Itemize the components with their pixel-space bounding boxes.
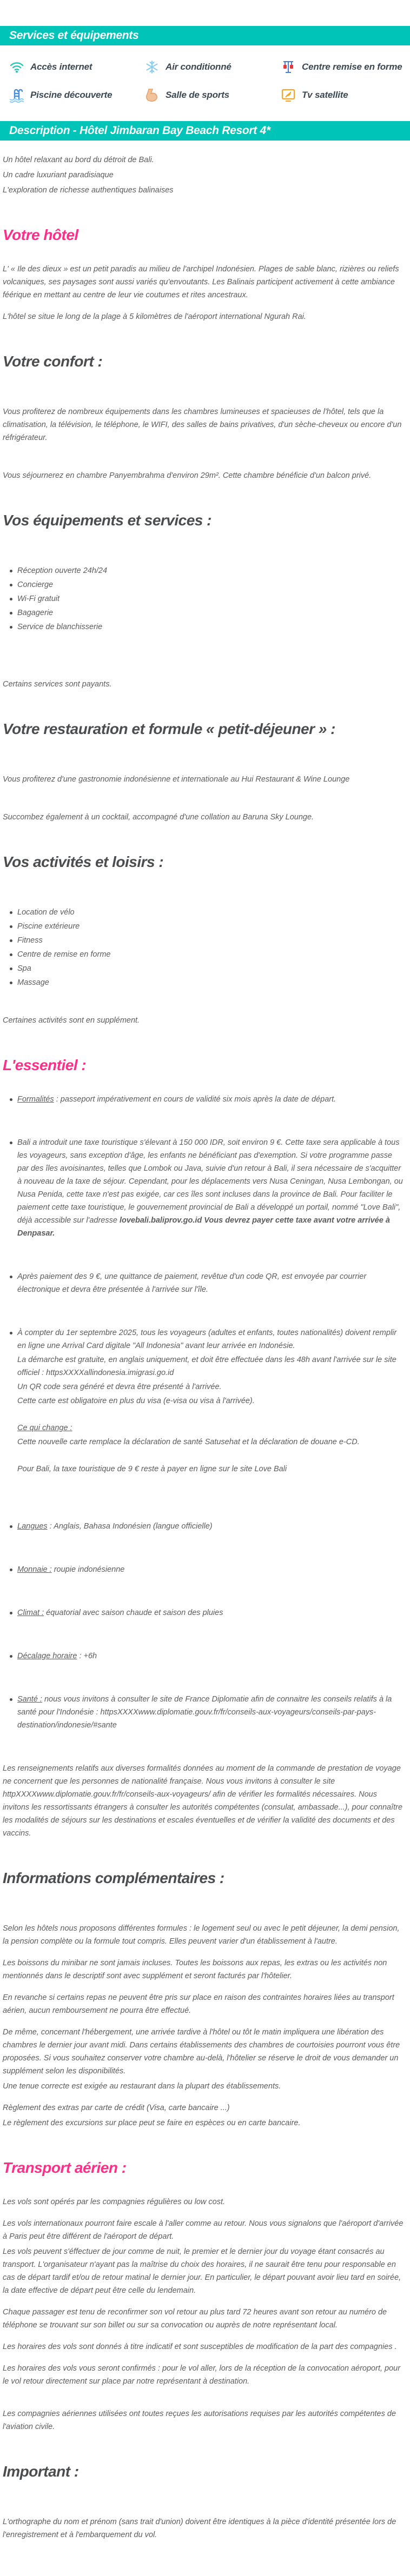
text-segment: Selon les hôtels nous proposons différentes formules : le logement seul ou avec le petit déjeuner, la demi pension, la pension complète ou la formule tout compris. Elles peuvent varier d'un établissement à l'autre. [3, 1924, 400, 1946]
section-heading: Vos activités et loisirs : [3, 853, 164, 870]
text-segment: Vous séjournerez en chambre Panyembrahma d'environ 29m². Cette chambre bénéficie d'un balcon privé. [3, 471, 372, 480]
text-segment: À compter du 1er septembre 2025, tous les voyageurs (adultes et enfants, toutes nationalités) doivent remplir en ligne une Arrival Card digitale "All Indonesia" avant leur arrivée en Indonésie. [17, 1329, 397, 1350]
text-segment: Un cadre luxuriant paradisiaque [3, 171, 114, 179]
text-segment: L'orthographe du nom et prénom (sans trait d'union) doivent être identiques à la pièce d'identité présentée lors de l'enregistrement et à l'embarquement du vol. [3, 2518, 396, 2539]
paragraph [3, 2515, 406, 2541]
paragraph [3, 2195, 406, 2208]
text-segment: Pour Bali, la taxe touristique de 9 € reste à payer en ligne sur le site Love Bali [17, 1465, 287, 1473]
text-segment: Concierge [17, 580, 54, 589]
paragraph [3, 1353, 406, 1379]
spacer [3, 795, 406, 811]
text-segment: L'exploration de richesse authentiques balinaises [3, 186, 174, 195]
text-segment: lovebali.baliprov.go.id Vous devrez payer cette taxe avant votre arrivée à Denpasar. [17, 1216, 390, 1238]
paragraph [3, 2080, 406, 2093]
amenity-sports-room [144, 88, 281, 103]
text-segment: Vous profiterez de nombreux équipements dans les chambres lumineuses et spacieuses de l'hôtel, tels que la climatisation, la télévision, le téléphone, le WIFI, des salles de bains privatives, d'un sèche-cheveux ou encore d'un réfrigérateur. [3, 408, 402, 442]
paragraph [3, 773, 406, 786]
wifi-icon [9, 59, 24, 75]
paragraph [3, 1394, 406, 1407]
paragraph [3, 2306, 406, 2332]
services-header-title: Services et équipements [9, 29, 139, 42]
text-segment: Vous profiterez d'une gastronomie indonésienne et internationale au Hui Restaurant & Wine Lounge [3, 775, 350, 784]
bullet-item [3, 1270, 406, 1296]
amenity-satellite-tv [281, 88, 410, 103]
description-content [0, 141, 410, 2576]
paragraph [3, 154, 406, 166]
spacer [3, 453, 406, 469]
section-heading: Important : [3, 2463, 79, 2480]
description-header-bar [0, 121, 410, 141]
paragraph [3, 1436, 406, 1449]
text-segment: Langues [17, 1522, 48, 1531]
text-segment: Service de blanchisserie [17, 623, 103, 631]
paragraph [3, 169, 406, 182]
top-spacer [0, 0, 410, 26]
paragraph [3, 2101, 406, 2114]
text-segment: Les boissons du minibar ne sont jamais incluses. Toutes les boissons aux repas, les extras ou les activités non mentionnés dans le descriptif sont avec supplément et seront facturés par l'hôtelier. [3, 1959, 387, 1980]
text-segment: De même, concernant l'hébergement, une arrivée tardive à l'hôtel ou tôt le matin impliquera une libération des chambres le dernier jour avant midi. Dans certains établissements des chambres de courtoisies pourront vous être proposées. Si vous souhaitez conserver votre chambre au-delà, l'hôtelier se réserve le droit de vous demander un supplément selon les disponibilités. [3, 2028, 400, 2076]
paragraph [3, 811, 406, 824]
text-segment: Piscine extérieure [17, 922, 80, 931]
paragraph [3, 2362, 406, 2388]
text-segment: Location de vélo [17, 908, 75, 917]
amenity-internet [9, 59, 144, 75]
text-segment: Réception ouverte 24h/24 [17, 566, 108, 575]
bullet-item [3, 606, 406, 619]
text-segment: Un hôtel relaxant au bord du détroit de Bali. [3, 156, 154, 164]
paragraph [3, 678, 406, 691]
text-segment: : passeport impérativement en cours de validité six mois après la date de départ. [54, 1095, 336, 1104]
text-segment: Formalités [17, 1095, 54, 1104]
text-segment: roupie indonésienne [51, 1565, 125, 1574]
text-segment: Un QR code sera généré et devra être présenté à l'arrivée. [17, 1383, 222, 1391]
section-heading: Informations complémentaires : [3, 1870, 224, 1886]
paragraph [3, 1463, 406, 1476]
paragraph [3, 1922, 406, 1948]
text-segment: Après paiement des 9 €, une quittance de paiement, revêtue d'un code QR, est envoyée par courrier électronique et devra être présentée à l'arrivée sur l'île. [17, 1272, 367, 1294]
text-segment: Certains services sont payants. [3, 680, 112, 689]
paragraph [3, 1380, 406, 1393]
spacer [3, 1450, 406, 1463]
section-heading: Vos équipements et services : [3, 512, 211, 529]
text-segment: Spa [17, 964, 31, 973]
paragraph [3, 1014, 406, 1027]
text-segment: Succombez également à un cocktail, accompagné d'une collation au Baruna Sky Lounge. [3, 813, 314, 822]
amenity-fitness-center [281, 59, 410, 75]
section-heading: L'essentiel : [3, 1057, 87, 1073]
text-segment: Certaines activités sont en supplément. [3, 1016, 140, 1025]
fitness-machine-icon [281, 59, 296, 75]
bullet-item [3, 962, 406, 975]
muscle-icon [144, 88, 160, 103]
paragraph [3, 2217, 406, 2243]
text-segment: Fitness [17, 936, 43, 945]
description-header-title: Description - Hôtel Jimbaran Bay Beach Resort 4* [9, 124, 270, 137]
text-segment: Massage [17, 978, 49, 987]
bullet-item [3, 1093, 406, 1106]
services-header-bar [0, 26, 410, 45]
paragraph [3, 1762, 406, 1840]
text-segment: Les vols peuvent s'éffectuer de jour comme de nuit, le premier et le dernier jour du voyage étant consacrés au transport. L'organisateur n'ayant pas la maîtrise du choix des horaires, il ne saurait être tenu pour responsable en cas de départ tardif et/ou de retour matinal le dernier jour. En particulier, le départ pouvant avoir lieu tard en soirée, la date effective de départ peut être celle du lendemain. [3, 2247, 401, 2295]
spacer [3, 1409, 406, 1422]
text-segment: équatorial avec saison chaude et saison des pluies [44, 1609, 223, 1617]
pool-ladder-icon [9, 88, 24, 103]
bullet-item [3, 620, 406, 633]
section-heading: Votre confort : [3, 353, 103, 370]
paragraph [3, 2407, 406, 2433]
text-segment: Climat : [17, 1609, 44, 1617]
text-segment: Les vols sont opérés par les compagnies régulières ou low cost. [3, 2198, 226, 2206]
bullet-item [3, 592, 406, 605]
text-segment: La démarche est gratuite, en anglais uniquement, et doit être effectuée dans les 48h avant l'arrivée sur le site officiel : httpsXXXXallindonesia.imigrasi.go.id [17, 1356, 396, 1377]
amenity-outdoor-pool [9, 88, 144, 103]
text-segment: Ce qui change : [17, 1424, 72, 1432]
bullet-item [3, 920, 406, 933]
section-heading: Transport aérien : [3, 2159, 127, 2176]
amenities-grid [0, 45, 410, 121]
paragraph [3, 184, 406, 197]
bullet-item [3, 976, 406, 989]
text-segment: Cette nouvelle carte remplace la déclaration de santé Satusehat et la déclaration de douane e-CD. [17, 1438, 360, 1446]
bullet-item [3, 1693, 406, 1732]
text-segment: Les compagnies aériennes utilisées ont toutes reçues les autorisations requises par les autorités compétentes de l'aviation civile. [3, 2410, 396, 2431]
text-segment: nous vous invitons à consulter le site de France Diplomatie afin de connaitre les conseils relatifs à la santé pour l'Indonésie : httpsXXXXwww.diplomatie.gouv.fr/fr/conseils-aux-voyageurs/conseils-par-pays-destination/indonesie/#sante [17, 1695, 392, 1730]
bullet-item [3, 578, 406, 591]
text-segment: Bali a introduit une taxe touristique s'élevant à 150 000 IDR, soit environ 9 €. Cette taxe sera applicable à tous les voyageurs, sans exception d'âge, les enfants ne bénéficiant pas d'exemption. Si votre programme passe par des îles avoisinantes, telles que Lombok ou Java, suivie d'un retour à Bali, il sera nécessaire de s'acquitter à nouveau de la taxe de séjour. Cependant, pour les déplacements vers Nusa Ceningan, Nusa Lembongan, ou Nusa Penida, cette taxe n'est pas exigée, car ces îles sont incluses dans la province de Bali. Pour faciliter le paiement cette taxe touristique, le gouvernement provincial de Bali a développé un portail, nommé "Love Bali", déjà accessible sur l'adresse [17, 1138, 403, 1225]
amenity-label: Accès internet [30, 62, 92, 72]
spacer [3, 2397, 406, 2407]
text-segment: Une tenue correcte est exigée au restaurant dans la plupart des établissements. [3, 2082, 281, 2091]
tv-satellite-icon [281, 88, 296, 103]
text-segment: Le règlement des excursions sur place peut se faire en espèces ou en carte bancaire. [3, 2119, 301, 2127]
text-segment: Bagagerie [17, 609, 54, 617]
text-segment: Les vols internationaux pourront faire escale à l'aller comme au retour. Nous vous signalons que l'aéroport d'arrivée à Paris peut être différent de l'aéroport de départ. [3, 2219, 404, 2241]
amenity-label: Salle de sports [166, 90, 229, 100]
text-segment: Monnaie : [17, 1565, 52, 1574]
amenity-air-conditioning [144, 59, 281, 75]
text-segment: : Anglais, Bahasa Indonésien (langue officielle) [47, 1522, 213, 1531]
text-segment: En revanche si certains repas ne peuvent être pris sur place en raison des contraintes horaires liées au transport aérien, aucun remboursement ne pourra être effectué. [3, 1993, 394, 2015]
text-segment: Décalage horaire [17, 1652, 77, 1660]
paragraph [3, 2245, 406, 2297]
text-segment: Cette carte est obligatoire en plus du visa (e-visa ou visa à l'arrivée). [17, 1397, 255, 1405]
bullet-item [3, 1606, 406, 1619]
text-segment: L'hôtel se situe le long de la plage à 5 kilomètres de l'aéroport international Ngurah Rai. [3, 312, 306, 321]
paragraph [3, 310, 406, 323]
paragraph [3, 2117, 406, 2130]
section-heading: Votre hôtel [3, 226, 78, 243]
amenity-label: Centre remise en forme [302, 62, 402, 72]
bullet-item [3, 1136, 406, 1240]
paragraph [3, 1991, 406, 2017]
bullet-item [3, 564, 406, 577]
paragraph [3, 1957, 406, 1983]
bullet-item [3, 1650, 406, 1663]
paragraph [3, 1422, 406, 1434]
bullet-item [3, 906, 406, 919]
text-segment: Les renseignements relatifs aux diverses formalités données au moment de la commande de prestation de voyage ne concernent que les personnes de nationalité française. Nous vous invitons à consulter le site httpXXXXwww.diplomatie.gouv.fr/fr/conseils-aux-voyageurs/ afin de vérifier les formalités nécessaires. Nous invitons les ressortissants étrangers à consulter les autorités compétentes (consulat, ambassade...), pour connaître les modalités de séjours sur les destinations et escales éventuelles et de vérifier la validité des documents et des vaccins. [3, 1764, 403, 1838]
text-segment: Santé : [17, 1695, 42, 1704]
paragraph [3, 405, 406, 444]
paragraph [3, 469, 406, 482]
spacer [3, 635, 406, 678]
paragraph [3, 2340, 406, 2353]
bullet-item [3, 934, 406, 947]
text-segment: Les horaires des vols vous seront confirmés : pour le vol aller, lors de la réception de la convocation aéroport, pour le vol retour directement sur place par notre représentant à destination. [3, 2364, 401, 2386]
snowflake-icon [144, 59, 160, 75]
text-segment: Wi-Fi gratuit [17, 595, 60, 603]
bullet-item [3, 1563, 406, 1576]
bullet-item [3, 948, 406, 961]
bullet-item [3, 1326, 406, 1352]
spacer [3, 1477, 406, 1520]
amenity-label: Tv satellite [302, 90, 348, 100]
amenity-label: Piscine découverte [30, 90, 113, 100]
text-segment: Règlement des extras par carte de crédit (Visa, carte bancaire ...) [3, 2104, 230, 2112]
paragraph [3, 263, 406, 302]
section-heading: Votre restauration et formule « petit-déjeuner » : [3, 720, 335, 737]
text-segment: L' « Ile des dieux » est un petit paradis au milieu de l'archipel Indonésien. Plages de sable blanc, rizières ou reliefs volcaniques, ses paysages sont aussi variés qu'envoutants. Les Balinais participent activement à cette ambiance féérique en mettant au centre de leur vie coutumes et rites ancestraux. [3, 265, 399, 299]
amenity-label: Air conditionné [166, 62, 232, 72]
text-segment: Centre de remise en forme [17, 950, 111, 959]
paragraph [3, 2026, 406, 2078]
text-segment: Chaque passager est tenu de reconfirmer son vol retour au plus tard 72 heures avant son retour au numéro de téléphone se trouvant sur son billet ou sur sa convocation ou auprès de notre représentant local. [3, 2308, 387, 2330]
bullet-item [3, 1520, 406, 1533]
text-segment: : +6h [77, 1652, 97, 1660]
spacer [3, 990, 406, 1014]
text-segment: Les horaires des vols sont donnés à titre indicatif et sont susceptibles de modification de la part des compagnies . [3, 2343, 397, 2351]
